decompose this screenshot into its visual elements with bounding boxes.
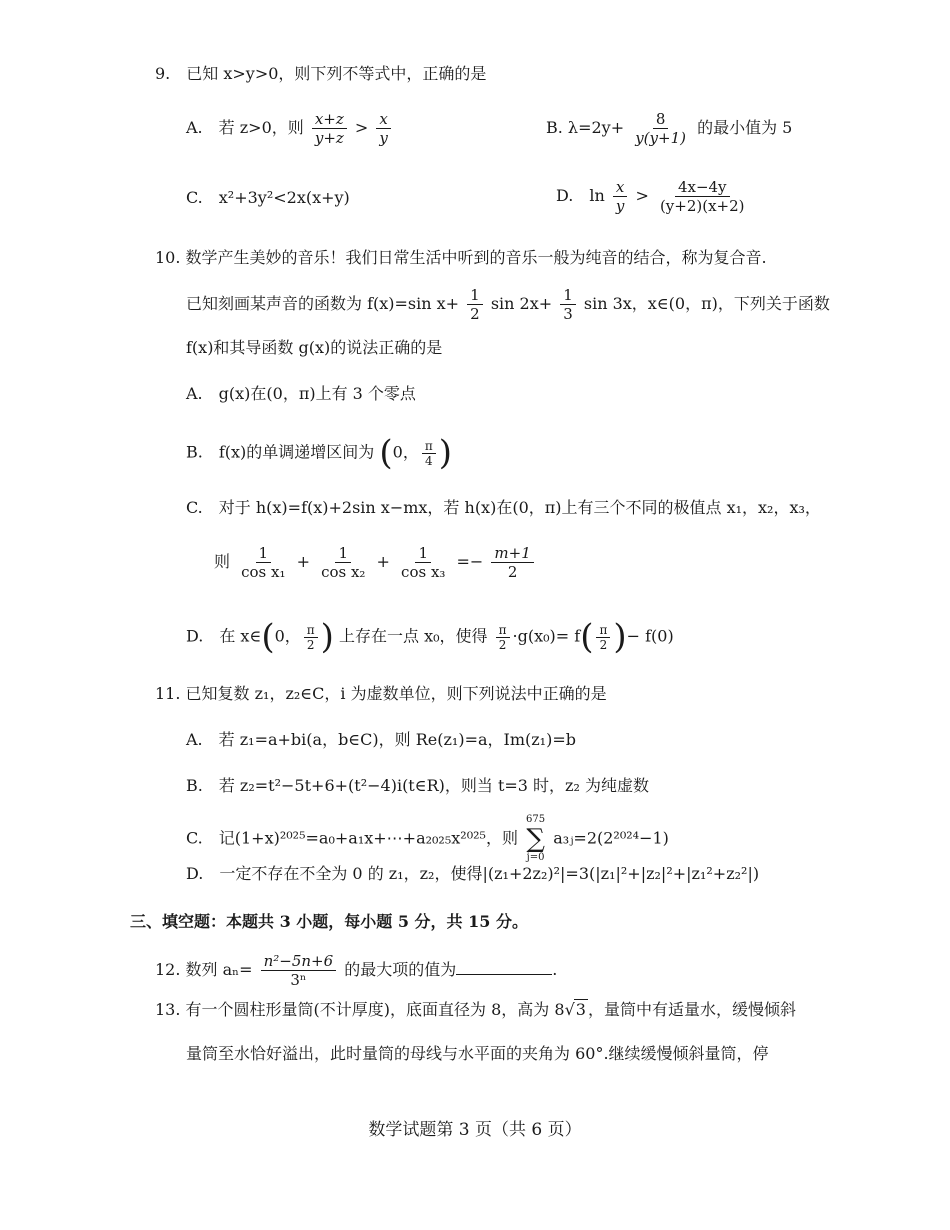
q10-option-b: B. f(x)的单调递增区间为 (0， $\frac{\pi}{4}$ ) <box>186 433 452 473</box>
section-3-heading: 三、填空题：本题共 3 小题，每小题 5 分，共 15 分。 <box>130 912 528 931</box>
q11-option-d: D. 一定不存在不全为 0 的 z₁，z₂，使得|(z₁+2z₂)²|=3(|z₁|²+|z₂|²+|z₁²+z₂²|) <box>186 864 760 883</box>
q10-line-3: f(x)和其导函数 g(x)的说法正确的是 <box>186 338 443 357</box>
q11-option-b: B. 若 z₂=t²−5t+6+(t²−4)i(t∈R)，则当 t=3 时，z₂ 为纯虚数 <box>186 776 649 795</box>
q9-option-b: B. λ=2y+ $\frac{8}{y(y+1)}$ 的最小值为 5 <box>546 110 793 147</box>
q10-option-c-line-1: C. 对于 h(x)=f(x)+2sin x−mx，若 h(x)在(0，π)上有三个不同的极值点 x₁，x₂，x₃， <box>186 498 821 517</box>
q11-option-c: C. 记(1+x)²⁰²⁵=a₀+a₁x+⋯+a₂₀₂₅x²⁰²⁵，则 675 ∑ j=0 a₃ⱼ=2(2²⁰²⁴−1) <box>186 814 669 863</box>
q13-line-1: 13. 有一个圆柱形量筒(不计厚度)，底面直径为 8，高为 8√3 ，量筒中有适量水，缓慢倾斜 <box>155 1000 796 1019</box>
q10-line-1: 10. 数学产生美妙的音乐！我们日常生活中听到的音乐一般为纯音的结合，称为复合音. <box>155 248 767 267</box>
q10-line-2: 已知刻画某声音的函数为 f(x)=sin x+ $\frac{1}{2}$ sin 2x+ $\frac{1}{3}$ sin 3x，x∈(0，π)，下列关于函数 <box>186 286 830 323</box>
q11-stem: 11. 已知复数 z₁，z₂∈C，i 为虚数单位，则下列说法中正确的是 <box>155 684 607 703</box>
q9-option-a: A. 若 z>0，则 $\frac{x+z}{y+z}$ > $\frac{x}{y}$ <box>186 110 394 147</box>
q10-option-a: A. g(x)在(0，π)上有 3 个零点 <box>186 384 416 403</box>
q9-option-d: D. ln $\frac{x}{y}$ > $\frac{4x-4y}{(y+2)(x+2)}$ <box>556 178 745 215</box>
q9-option-c: C. x²+3y²<2x(x+y) <box>186 188 350 207</box>
q11-option-a: A. 若 z₁=a+bi(a，b∈C)，则 Re(z₁)=a，Im(z₁)=b <box>186 730 576 749</box>
q10-option-c-line-2: 则 $\frac{1}{\text{cos x₁}}$ + $\frac{1}{\text{cos x₂}}$ + $\frac{1}{\text{cos x₃}}$ =− $\frac{m+1}{2}$ <box>214 544 537 581</box>
answer-blank <box>456 960 552 975</box>
q10-option-d: D. 在 x∈(0， $\frac{\pi}{2}$ ) 上存在一点 x₀，使得 $\frac{\pi}{2}$ ·g(x₀)= f( $\frac{\pi}{2}$ )− f(0) <box>186 617 674 657</box>
q13-line-2: 量筒至水恰好溢出，此时量筒的母线与水平面的夹角为 60°.继续缓慢倾斜量筒，停 <box>186 1044 769 1063</box>
q9-stem: 9. 已知 x>y>0，则下列不等式中，正确的是 <box>155 64 487 83</box>
page-footer: 数学试题第 3 页（共 6 页） <box>368 1120 582 1140</box>
q12: 12. 数列 aₙ= $\frac{\text{n²−5n+6}}{\text{3ⁿ}}$ 的最大项的值为 . <box>155 952 558 989</box>
